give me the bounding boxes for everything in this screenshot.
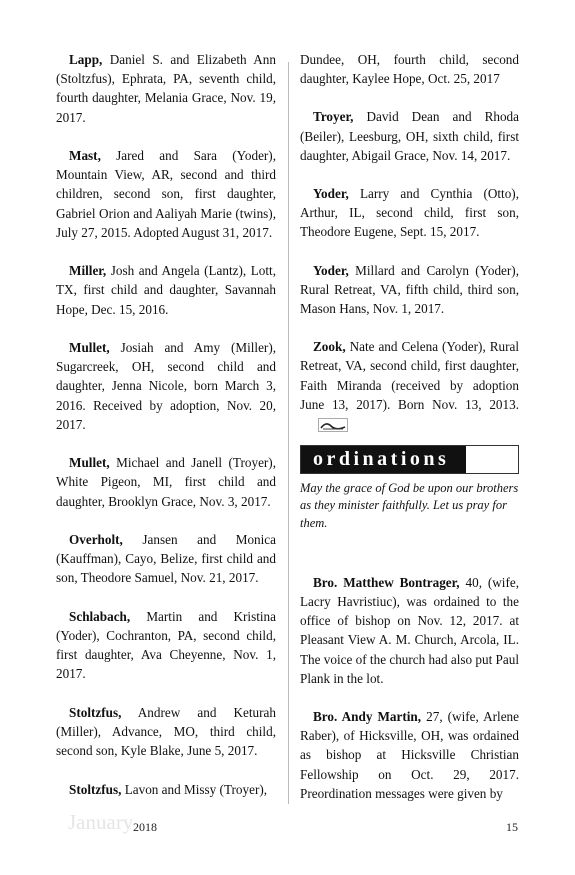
announcement-text: Andrew and Keturah (Miller), Advance, MO, third child, second son, Kyle Blake, June 5, 2017. bbox=[56, 704, 276, 759]
birth-announcement bbox=[56, 261, 276, 319]
family-name: Schlabach, bbox=[69, 608, 131, 624]
announcement-text: Josiah and Amy (Miller), Sugarcreek, OH, second child and daughter, Jenna Nicole, born March 3, 2016. Received by adoption, Nov. 20, 2017. bbox=[56, 340, 277, 432]
column-divider bbox=[288, 62, 289, 804]
family-name: Miller, bbox=[69, 263, 107, 279]
family-name: Zook, bbox=[313, 339, 346, 355]
right-column bbox=[300, 50, 519, 822]
birth-announcement bbox=[300, 107, 519, 165]
minister-name: Bro. Andy Martin, bbox=[313, 709, 422, 725]
section-intro: May the grace of God be upon our brothers as they minister faithfully. Let us pray for them. bbox=[300, 481, 519, 530]
family-name: Troyer, bbox=[313, 109, 354, 125]
birth-announcement bbox=[300, 337, 519, 433]
announcement-text: Larry and Cynthia (Otto), Arthur, IL, second child, first son, Theodore Eugene, Sept. 15, 2017. bbox=[300, 186, 519, 240]
birth-announcement bbox=[300, 184, 519, 242]
birth-announcement bbox=[56, 607, 276, 684]
family-name: Yoder, bbox=[313, 262, 349, 278]
birth-announcement bbox=[56, 780, 276, 799]
ordination-text: 40, (wife, Lacry Havristiuc), was ordained to the office of bishop on Nov. 12, 2017. at Pleasant View A. M. Church, Arcola, IL. The voice of the church had also put Paul Plank in the lot. bbox=[300, 574, 520, 686]
family-name: Mast, bbox=[69, 148, 101, 163]
family-name: Yoder, bbox=[313, 186, 349, 202]
birth-announcement bbox=[56, 453, 276, 511]
birth-announcement bbox=[300, 261, 519, 319]
birth-announcement bbox=[56, 703, 276, 761]
announcement-text: Lavon and Missy (Troyer), bbox=[124, 781, 268, 797]
announcement-text: Michael and Janell (Troyer), White Pigeon, MI, first child and daughter, Brooklyn Grace, Nov. 3, 2017. bbox=[56, 455, 276, 509]
family-name: Lapp, bbox=[69, 52, 103, 67]
ordination-text: 27, (wife, Arlene Raber), of Hicksville, OH, was ordained as bishop at Hicksville Christian Fellowship on Oct. 29, 2017. Preordination messages were given by bbox=[300, 709, 519, 801]
footer-year: 2018 bbox=[133, 820, 157, 834]
announcement-text: Daniel S. and Elizabeth Ann (Stoltzfus), Ephrata, PA, seventh child, fourth daughter, Melania Grace, Nov. 19, 2017. bbox=[56, 52, 276, 125]
announcement-text: David Dean and Rhoda (Beiler), Leesburg, OH, sixth child, first daughter, Abigail Grace, Nov. 14, 2017. bbox=[300, 109, 519, 163]
birth-announcement bbox=[56, 338, 276, 434]
family-name: Mullet, bbox=[69, 455, 110, 471]
end-mark-icon bbox=[318, 418, 348, 432]
section-heading-label: ordinations bbox=[301, 446, 466, 473]
footer-month: January bbox=[68, 810, 134, 834]
page-number: 15 bbox=[506, 820, 518, 834]
announcement-text: Josh and Angela (Lantz), Lott, TX, first child and daughter, Savannah Hope, Dec. 15, 2016. bbox=[56, 263, 276, 317]
announcement-text: Martin and Kristina (Yoder), Cochranton, PA, second child, first daughter, Ava Cheyenne, Nov. 1, 2017. bbox=[56, 608, 276, 682]
birth-announcement bbox=[56, 530, 276, 588]
birth-announcement bbox=[56, 146, 276, 242]
section-heading bbox=[300, 445, 519, 474]
announcement-text: Millard and Carolyn (Yoder), Rural Retreat, VA, fifth child, third son, Mason Hans, Nov. 1, 2017. bbox=[300, 262, 519, 317]
birth-announcement bbox=[56, 50, 276, 127]
continued-announcement: Dundee, OH, fourth child, second daughter, Kaylee Hope, Oct. 25, 2017 bbox=[300, 52, 519, 87]
announcement-text: Jansen and Monica (Kauffman), Cayo, Belize, first child and son, Theodore Samuel, Nov. 21, 2017. bbox=[56, 532, 277, 586]
left-column bbox=[56, 50, 276, 818]
announcement-text: Nate and Celena (Yoder), Rural Retreat, VA, second child, first daughter, Faith Miranda (received by adoption June 13, 2017). Born Nov. 13, 2013. bbox=[300, 339, 520, 412]
family-name: Overholt, bbox=[69, 532, 123, 547]
minister-name: Bro. Matthew Bontrager, bbox=[313, 574, 460, 590]
announcement-text: Jared and Sara (Yoder), Mountain View, AR, second and third children, second son, first daughter, Gabriel Orion and Aaliyah Marie (twins), July 27, 2015. Adopted August 31, 2017. bbox=[56, 148, 276, 240]
family-name: Mullet, bbox=[69, 340, 110, 355]
ordination-entry bbox=[300, 707, 519, 803]
family-name: Stoltzfus, bbox=[69, 704, 122, 720]
ordination-entry bbox=[300, 573, 519, 688]
family-name: Stoltzfus, bbox=[69, 781, 122, 797]
